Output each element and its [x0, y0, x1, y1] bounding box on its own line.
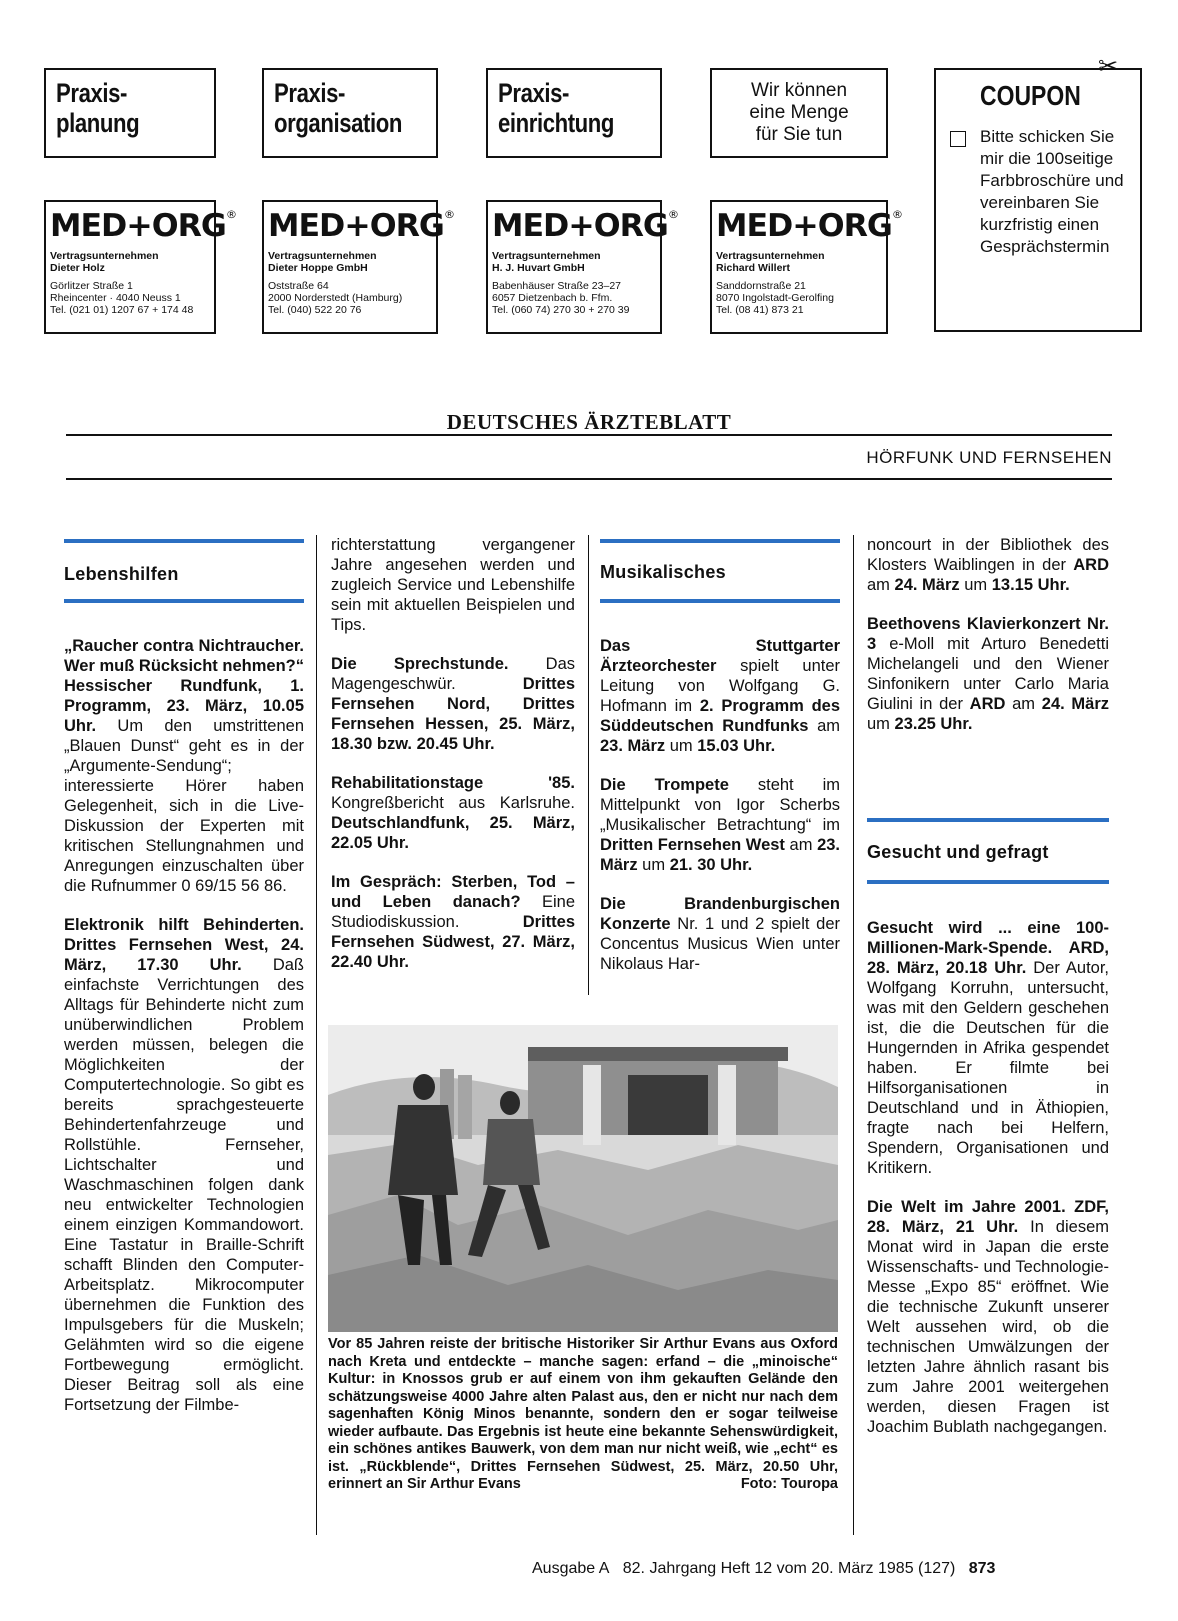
- vendor-box-hoppe: [262, 200, 455, 334]
- article-elektronik: Elektronik hilft Behinderten. Drittes Fernsehen West, 24. März, 17.30 Uhr. Daß einfachste Verrichtungen des Alltags für Behinderte nicht zum unüberwindlichen Problem werden müssen, belegen die Möglichkeiten der Computertechnologie. So gibt es bereits sprachgesteuerte Behindertenfahrzeuge und Rollstühle. Fernseher, Lichtschalter und Waschmaschinen folgen dank neu entwickelter Technologien einem einzigen Kommandowort. Eine Tastatur in Braille-Schrift schafft Blinden den Computer-Arbeitsplatz. Mikrocomputer übernehmen die Funktion des Impulsgebers für die Muskeln; Gelähmten wird so die eigene Fortbewegung ermöglicht. Dieser Beitrag soll als eine Fortsetzung der Filmbe-: [64, 916, 304, 1414]
- article-brandenburgische: Die Brandenburgischen Konzerte Nr. 1 und 2 spielt der Concentus Musicus Wien unter Nikolaus Har-: [600, 895, 840, 973]
- scissors-icon: ✂: [1098, 53, 1119, 80]
- column-1: [64, 636, 304, 1434]
- photo-knossos: [328, 1025, 838, 1332]
- article-sprechstunde: Die Sprechstunde. Das Magengeschwür. Drittes Fernsehen Nord, Drittes Fernsehen Hessen, 25. März, 18.30 bzw. 20.45 Uhr.: [331, 655, 575, 753]
- article-welt-2001: Die Welt im Jahre 2001. ZDF, 28. März, 21 Uhr. In diesem Monat wird in Japan die erste Wissenschafts- und Technologie-Messe „Expo 85“ eröffnet. Wie die technische Zukunft unserer Welt aussehen wird, ob die technischen Umwälzungen der letzten Jahre ähnlich rasant bis zum Jahre 2001 weitergehen werden, diesen Fragen ist Joachim Bublath nachgegangen.: [867, 1198, 1109, 1436]
- section-bar: [600, 539, 840, 543]
- medorg-logo: MED+ORG®: [716, 208, 903, 244]
- vendor-box-willert: [710, 200, 903, 334]
- section-bar: [600, 599, 840, 603]
- ad-title: Praxis- planung: [56, 78, 140, 138]
- page-number: 873: [968, 1560, 996, 1577]
- section-bar: [64, 539, 304, 543]
- column-3: [600, 636, 840, 993]
- vendor-address: Vertragsunternehmen Dieter Holz Görlitzer Straße 1 Rheincenter · 4040 Neuss 1 Tel. (021 01) 1207 67 + 174 48: [50, 250, 194, 316]
- masthead-rule: [66, 434, 1112, 436]
- vendor-address: Vertragsunternehmen Richard Willert Sanddornstraße 21 8070 Ingolstadt-Gerolfing Tel. (08 41) 873 21: [716, 250, 834, 316]
- photo-credit: Foto: Touropa: [740, 1476, 838, 1492]
- ad-box-organisation: [262, 68, 438, 158]
- masthead: DEUTSCHES ÄRZTEBLATT: [446, 410, 732, 434]
- ad-slogan: Wir können eine Menge für Sie tun: [749, 80, 849, 145]
- ad-box-einrichtung: [486, 68, 662, 158]
- coupon-title: COUPON: [980, 80, 1081, 111]
- column-rule: [316, 535, 317, 1535]
- ad-title: Praxis- organisation: [274, 78, 402, 138]
- footer-issue: 82. Jahrgang Heft 12 vom 20. März 1985 (127): [622, 1560, 956, 1577]
- coupon-box: [934, 68, 1142, 332]
- vendor-address: Vertragsunternehmen Dieter Hoppe GmbH Oststraße 64 2000 Norderstedt (Hamburg) Tel. (040) 522 20 76: [268, 250, 403, 316]
- article-trompete: Die Trompete steht im Mittelpunkt von Igor Scherbs „Musikalischer Betrachtung“ im Dritten Fernsehen West am 23. März um 21. 30 Uhr.: [600, 776, 840, 874]
- medorg-logo: MED+ORG®: [492, 208, 679, 244]
- heading-musikalisches: Musikalisches: [600, 562, 726, 582]
- section-bar: [64, 599, 304, 603]
- article-aerzteorchester: Das Stuttgarter Ärzteorchester spielt unter Leitung von Wolfgang G. Hofmann im 2. Programm des Süddeutschen Rundfunks am 23. März um 15.03 Uhr.: [600, 637, 841, 755]
- vendor-address: Vertragsunternehmen H. J. Huvart GmbH Babenhäuser Straße 23–27 6057 Dietzenbach b. Ffm. Tel. (060 74) 270 30 + 270 39: [492, 250, 630, 316]
- section-bar: [867, 880, 1109, 884]
- article-raucher: „Raucher contra Nichtraucher. Wer muß Rücksicht nehmen?“ Hessischer Rundfunk, 1. Programm, 23. März, 10.05 Uhr. Um den umstrittenen „Blauen Dunst“ geht es in der „Argumente-Sendung“; interessierte Hörer haben Gelegenheit, sich in die Live-Diskussion der Experten mit kritischen Stellungnahmen und Anregungen einzuschalten über die Rufnummer 0 69/15 56 86.: [64, 637, 304, 895]
- ad-box-planung: [44, 68, 216, 158]
- column-rule: [588, 535, 589, 995]
- ad-box-slogan: [710, 68, 888, 158]
- section-title: HÖRFUNK UND FERNSEHEN: [866, 448, 1112, 467]
- coupon-text: Bitte schicken Sie mir die 100seitige Farbbroschüre und vereinbaren Sie kurzfristig einen Gesprächstermin: [980, 127, 1124, 256]
- vendor-box-huvart: [486, 200, 679, 334]
- column-4-lower: [867, 918, 1109, 1456]
- column-2: [331, 535, 575, 991]
- article-noncourt: noncourt in der Bibliothek des Klosters Waiblingen in der ARD am 24. März um 13.15 Uhr.: [867, 536, 1109, 594]
- vendor-box-holz: [44, 200, 237, 334]
- ad-title: Praxis- einrichtung: [498, 78, 615, 138]
- medorg-logo: MED+ORG®: [50, 208, 237, 244]
- column-4: [867, 535, 1109, 753]
- article-rehabilitation: Rehabilitationstage '85. Kongreßbericht aus Karlsruhe. Deutschlandfunk, 25. März, 22.05 Uhr.: [331, 774, 575, 852]
- heading-lebenshilfen: Lebenshilfen: [64, 564, 179, 584]
- heading-gesucht: Gesucht und gefragt: [867, 842, 1049, 862]
- page-footer: [532, 1560, 995, 1578]
- caption-text: Vor 85 Jahren reiste der britische Historiker Sir Arthur Evans aus Oxford nach Kreta und entdeckte – manche sagen: erfand – die „minoische“ Kultur: in Knossos grub er auf einem von ihm gekauften Gelände den schätzungsweise 4000 Jahre alten Palast aus, den er nicht nur nach dem sagenhaften König Minos benannte, sondern den er sogar teilweise wieder aufbaute. Das Ergebnis ist heute eine bekannte Sehenswürdigkeit, ein schönes antikes Bauwerk, von dem man nur nicht weiß, wie „echt“ es ist. „Rückblende“, Drittes Fernsehen Südwest, 25. März, 20.50 Uhr, erinnert an Sir Arthur Evans: [328, 1336, 838, 1492]
- section-bar: [867, 818, 1109, 822]
- coupon-checkbox[interactable]: [950, 131, 966, 147]
- medorg-logo: MED+ORG®: [268, 208, 455, 244]
- column-rule: [853, 535, 854, 1535]
- article-spende: Gesucht wird ... eine 100-Millionen-Mark-Spende. ARD, 28. März, 20.18 Uhr. Der Autor, Wolfgang Korruhn, untersucht, was mit den Geldern geschehen ist, die die Deutschen für die Hungernden in Afrika gespendet haben. Er filmte bei Hilfsorganisationen in Deutschland und in Äthiopien, fragte nach bei Helfern, Spendern, Organisationen und Kritikern.: [867, 919, 1109, 1177]
- photo-caption: [328, 1336, 838, 1494]
- section-rule: [66, 478, 1112, 480]
- article-gespraech: Im Gespräch: Sterben, Tod – und Leben danach? Eine Studiodiskussion. Drittes Fernsehen Südwest, 27. März, 22.40 Uhr.: [331, 873, 576, 971]
- footer-edition: Ausgabe A: [532, 1560, 610, 1577]
- article-beethoven: Beethovens Klavierkonzert Nr. 3 e-Moll mit Arturo Benedetti Michelangeli und den Wiener Sinfonikern unter Carlo Maria Giulini in der ARD am 24. März um 23.25 Uhr.: [867, 615, 1110, 733]
- article-continuation: richterstattung vergangener Jahre angesehen werden und zugleich Service und Lebenshilfe sein mit aktuellen Beispielen und Tips.: [331, 536, 575, 634]
